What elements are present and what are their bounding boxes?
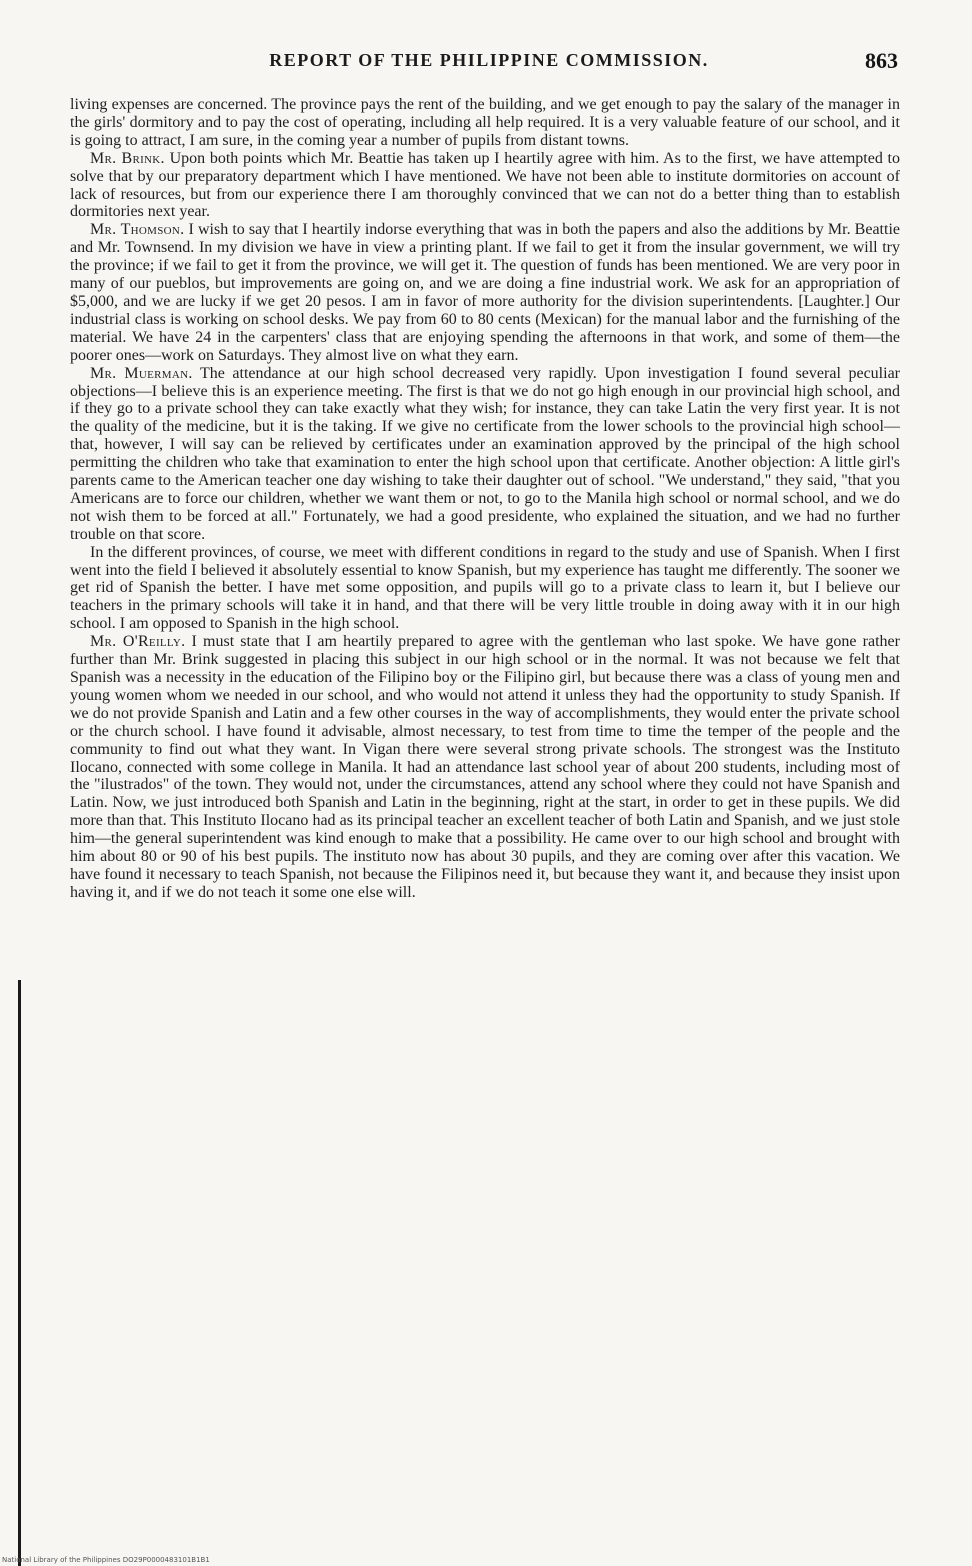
speaker-name: Mr. Brink.: [90, 149, 165, 167]
paragraph-text: The attendance at our high school decreased very rapidly. Upon investigation I found several peculiar objections—I believe this is an experience meeting. The first is that we do not go high enough in our provincial high school, and if they go to a private school they can take exactly what they wish; for instance, they can take Latin the very first year. It is not the quality of the medicine, but it is the taking. If we give no certificate from the lower schools to the provincial high school—that, however, I will say can be relieved by certificates under an examination approved by the principal of the high school permitting the children who take that examination to enter the high school upon that certificate. Another objection: A little girl's parents came to the American teacher one day wishing to take their daughter out of school. "We understand," they said, "that you Americans are to force our children, whether we want them or not, to go to the Manila high school or normal school, and we do not wish them to be forced at all." Fortunately, we had a good presidente, who explained the situation, and we had no further trouble on that score.: [70, 364, 900, 543]
paragraph-4: [70, 365, 900, 544]
paragraph-5: [70, 544, 900, 634]
speaker-name: Mr. O'Reilly.: [90, 633, 186, 651]
body-text: [70, 96, 900, 902]
paragraph-text: I must state that I am heartily prepared to agree with the gentleman who last spoke. We have gone rather further than Mr. Brink suggested in placing this subject in our high school or in the normal. It was not because we felt that Spanish was a necessity in the education of the Filipino boy or the Filipino girl, but because there was a class of young men and young women whom we needed in our school, and who would not attend it unless they had the opportunity to study Spanish. If we do not provide Spanish and Latin and a few other courses in the way of accomplishments, they would enter the private school or the church school. I have found it advisable, almost necessary, to test from time to time the temper of the people and the community to find out what they want. In Vigan there were several strong private schools. The strongest was the Instituto Ilocano, connected with some college in Manila. It had an attendance last school year of about 200 students, including most of the "ilustrados" of the town. They would not, under the circumstances, attend any school where they could not have Spanish and Latin. Now, we just introduced both Spanish and Latin in the beginning, right at the start, in order to get in these pupils. We did more than that. This Instituto Ilocano had as its principal teacher an excellent teacher of both Latin and Spanish, and we just stole him—the general superintendent was kind enough to make that a possibility. He came over to our high school and brought with him about 80 or 90 of his best pupils. The instituto now has about 30 pupils, and they are coming over after this vacation. We have found it necessary to teach Spanish, not because the Filipinos need it, but because they want it, and because they insist upon having it, and if we do not teach it some one else will.: [70, 633, 900, 901]
paragraph-text: I wish to say that I heartily indorse everything that was in both the papers and also the additions by Mr. Beattie and Mr. Townsend. In my division we have in view a printing plant. If we fail to get it from the insular government, we will try the province; if we fail to get it from the province, we will get it. The question of funds has been mentioned. We are very poor in many of our pueblos, but improvements are going on, and we are doing a fine industrial work. We ask for an appropriation of $5,000, and we are lucky if we get 20 pesos. I am in favor of more authority for the division superintendents. [Laughter.] Our industrial class is working on school desks. We pay from 60 to 80 cents (Mexican) for the manual labor and the furnishing of the material. We have 24 in the carpenters' class that are enjoying spending the afternoons in that work, and some of them—the poorer ones—work on Saturdays. They almost live on what they earn.: [70, 221, 900, 364]
page-header: [80, 50, 898, 80]
paragraph-text: living expenses are concerned. The province pays the rent of the building, and we get enough to pay the salary of the manager in the girls' dormitory and to pay the cost of operating, including all help required. It is a very valuable feature of our school, and it is going to attract, I am sure, in the coming year a number of pupils from distant towns.: [70, 96, 900, 149]
source-footer: National Library of the Philippines DO29P0000483101B1B1: [2, 1556, 210, 1564]
page-number: 863: [865, 48, 898, 73]
speaker-name: Mr. Thomson.: [90, 221, 185, 239]
paragraph-2: [70, 150, 900, 222]
speaker-name: Mr. Muerman.: [90, 364, 193, 382]
paragraph-text: Upon both points which Mr. Beattie has taken up I heartily agree with him. As to the first, we have attempted to solve that by our preparatory department which I have mentioned. We have not been able to institute dormitories on account of lack of resources, but from our experience there I am thoroughly convinced that we can not do a better thing than to establish dormitories next year.: [70, 149, 900, 221]
paragraph-3: [70, 221, 900, 364]
running-head: REPORT OF THE PHILIPPINE COMMISSION.: [269, 50, 709, 70]
binding-edge: [18, 980, 21, 1566]
paragraph-1: [70, 96, 900, 150]
paragraph-text: In the different provinces, of course, we meet with different conditions in regard to the study and use of Spanish. When I first went into the field I believed it absolutely essential to know Spanish, but my experience has taught me differently. The sooner we get rid of Spanish the better. I have met some opposition, and pupils will go to a private class to learn it, but I believe our teachers in the primary schools will take it in hand, and that there will be very little trouble in doing away with it in our high school. I am opposed to Spanish in the high school.: [70, 543, 900, 633]
paragraph-6: [70, 633, 900, 902]
